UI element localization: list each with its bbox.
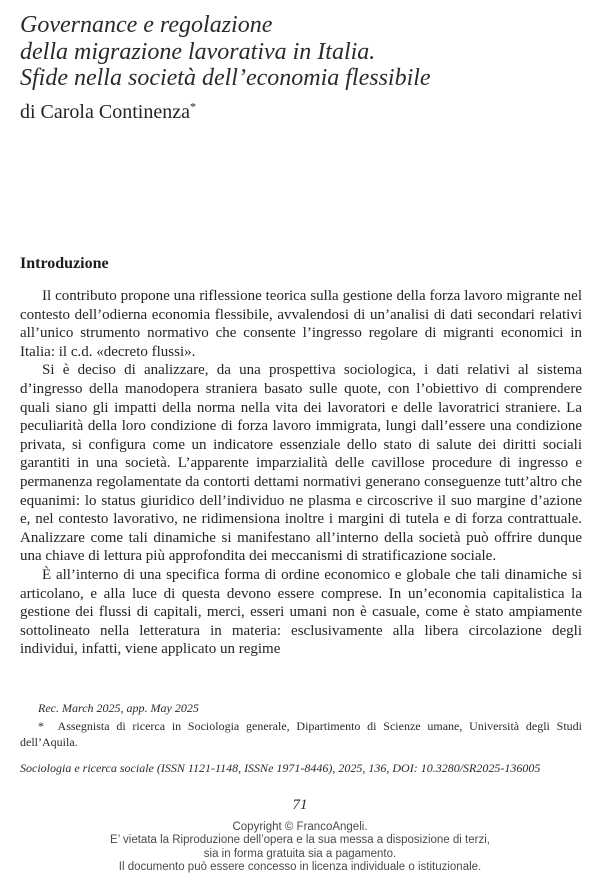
author-affiliation-footnote: [20, 718, 582, 750]
copyright-line-1: Copyright © FrancoAngeli.: [232, 821, 368, 833]
copyright-line-3: sia in forma gratuita sia a pagamento.: [203, 847, 397, 860]
received-dates: Rec. March 2025, app. May 2025: [38, 701, 199, 715]
author-footnote-marker: *: [189, 99, 196, 114]
section-heading: Introduzione: [20, 255, 109, 272]
copyright-line-4: Il documento può essere concesso in licenza individuale o istituzionale.: [118, 861, 482, 874]
page-number: 71: [292, 797, 308, 813]
article-title: [20, 12, 582, 92]
article-body: [20, 287, 582, 659]
footnote-block: [20, 700, 582, 750]
copyright-notice: [0, 821, 600, 875]
paragraph-1: Il contributo propone una riflessione teorica sulla gestione della forza lavoro migrante nel contesto dell’odierna economia flessibile, avvalendosi di un’analisi di dati secondari relativi all’unico strumento normativo che consente l’ingresso regolare di migranti economici in Italia: il c.d. «decreto flussi».: [20, 288, 582, 360]
author-line: [20, 100, 582, 124]
article-title-line-1: Governance e regolazione: [20, 12, 273, 38]
affiliation-marker: *: [38, 719, 44, 733]
affiliation-text: Assegnista di ricerca in Sociologia generale, Dipartimento di Scienze umane, Università degli Studi dell’Aquila.: [20, 719, 582, 749]
article-title-line-2: della migrazione lavorativa in Italia.: [20, 38, 376, 65]
author-name: di Carola Continenza: [20, 101, 190, 123]
paragraph-3: È all’interno di una specifica forma di ordine economico e globale che tali dinamiche si articolano, e alla luce di questa devono essere comprese. In un’economia capitalistica la gestione dei flussi di capitali, merci, esseri umani non è casuale, come è stato ampiamente sottolineato nella letteratura in materia: esclusivamente alla libera circolazione degli individui, infatti, viene applicato un regime: [20, 566, 582, 658]
copyright-line-2: E’ vietata la Riproduzione dell’opera e la sua messa a disposizione di terzi,: [110, 834, 490, 847]
journal-citation: Sociologia e ricerca sociale (ISSN 1121-1148, ISSNe 1971-8446), 2025, 136, DOI: 10.3280/SR2025-136005: [20, 761, 541, 775]
article-title-line-3: Sfide nella società dell’economia flessibile: [20, 65, 431, 91]
paragraph-2: Si è deciso di analizzare, da una prospettiva sociologica, i dati relativi al sistema d’ingresso della manodopera straniera basato sulle quote, con l’obiettivo di comprendere quali siano gli impatti della norma nella vita dei lavoratori e delle lavoratrici straniere. La peculiarità della loro condizione di forza lavoro immigrata, lungi dall’essere una condizione privata, si configura come un indicatore essenziale dello stato di salute dei diritti sociali garantiti in una società. L’apparente imparzialità delle cavillose procedure di ingresso e permanenza regolamentate da contorti dettami normativi generano conseguenze tutt’altro che equanimi: lo status giuridico dell’individuo ne plasma e circoscrive il suo margine d’azione e, nel contesto lavorativo, ne ridimensiona inoltre i margini di tutela e di forza contrattuale. Analizzare come tali dinamiche si manifestano all’interno della società può offrire dunque una chiave di lettura più approfondita dei meccanismi di stratificazione sociale.: [20, 362, 582, 565]
